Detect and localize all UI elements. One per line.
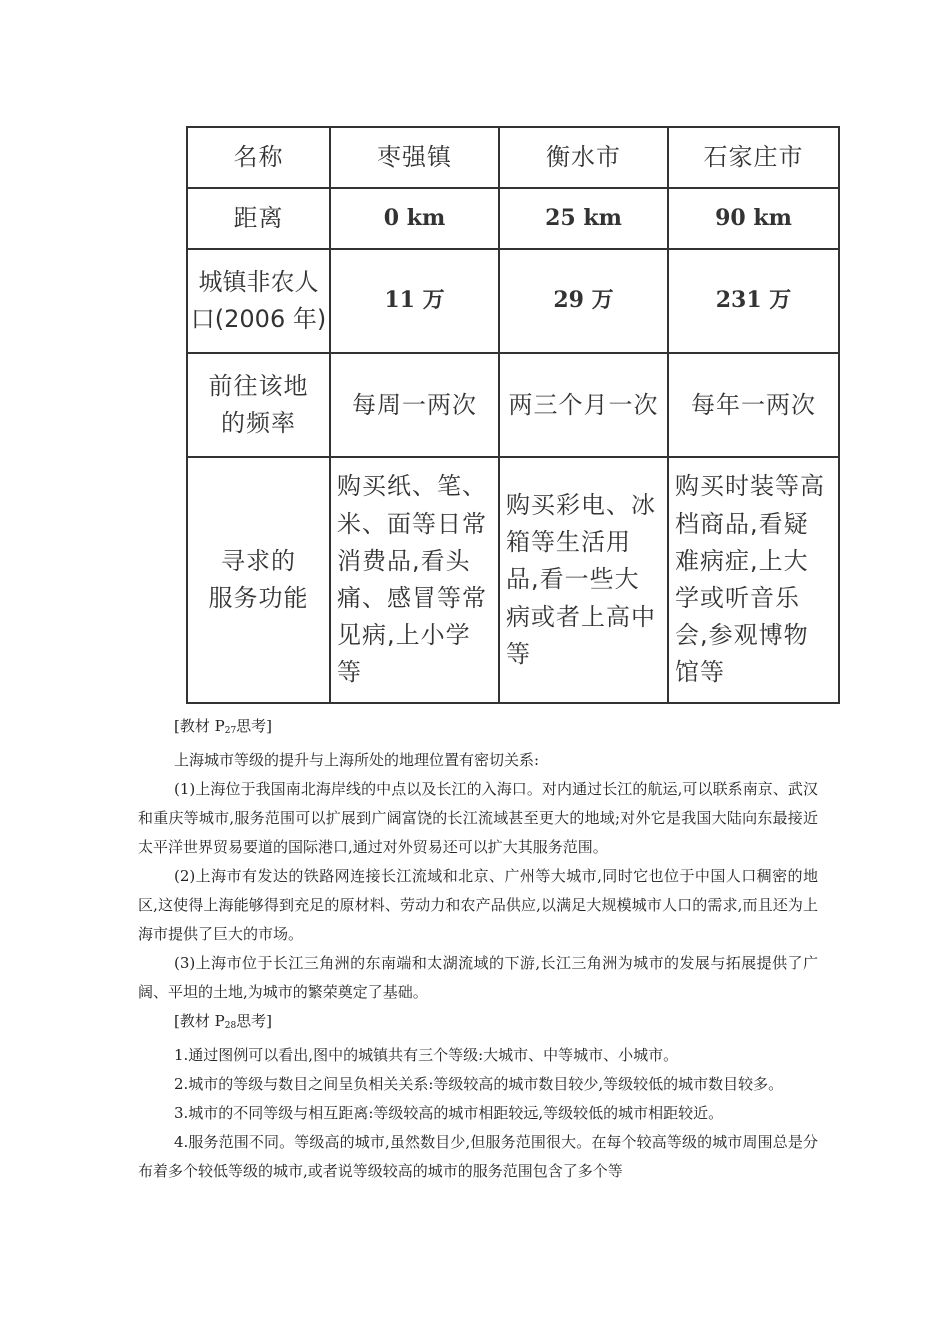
tag-page-number: 27 <box>224 726 237 736</box>
section-tag-p28 <box>138 1007 818 1041</box>
row-header-population <box>187 249 330 353</box>
cell-population-hengshui: 29 万 <box>499 249 668 353</box>
cell-distance-zaoqiang: 0 km <box>330 188 499 249</box>
row-header-service <box>187 457 330 703</box>
row-header-population-line2: 口(2006 年) <box>190 305 327 333</box>
cell-name-hengshui: 衡水市 <box>499 127 668 188</box>
cell-frequency-zaoqiang: 每周一两次 <box>330 353 499 457</box>
cell-frequency-hengshui: 两三个月一次 <box>499 353 668 457</box>
cell-service-hengshui: 购买彩电、冰箱等生活用品,看一些大病或者上高中等 <box>499 457 668 703</box>
table-row-population <box>187 249 839 353</box>
section2-paragraph-2: 2.城市的等级与数目之间呈负相关关系:等级较高的城市数目较少,等级较低的城市数目较多。 <box>174 1075 784 1093</box>
table-row-frequency <box>187 353 839 457</box>
row-header-population-line1: 城镇非农人 <box>198 267 319 296</box>
row-header-frequency-line1: 前往该地 <box>208 371 309 400</box>
row-header-distance: 距离 <box>187 188 330 249</box>
cell-population-shijiazhuang: 231 万 <box>668 249 839 353</box>
cell-frequency-shijiazhuang: 每年一两次 <box>668 353 839 457</box>
row-header-service-line2: 服务功能 <box>208 584 309 612</box>
section-tag-p27 <box>138 712 818 746</box>
cell-name-zaoqiang: 枣强镇 <box>330 127 499 188</box>
cell-name-shijiazhuang: 石家庄市 <box>668 127 839 188</box>
row-header-name: 名称 <box>187 127 330 188</box>
cell-distance-hengshui: 25 km <box>499 188 668 249</box>
table-row-name <box>187 127 839 188</box>
row-header-frequency-line2: 的频率 <box>221 409 296 437</box>
section2-paragraph-1: 1.通过图例可以看出,图中的城镇共有三个等级:大城市、中等城市、小城市。 <box>174 1046 679 1064</box>
cell-service-zaoqiang: 购买纸、笔、米、面等日常消费品,看头痛、感冒等常见病,上小学等 <box>330 457 499 703</box>
tag-open-text: [教材 P <box>174 717 225 735</box>
table-row-service <box>187 457 839 703</box>
cell-service-shijiazhuang: 购买时装等高档商品,看疑难病症,上大学或听音乐会,参观博物馆等 <box>668 457 839 703</box>
row-header-service-line1: 寻求的 <box>221 546 296 575</box>
cell-distance-shijiazhuang: 90 km <box>668 188 839 249</box>
section2-paragraph-4: 4.服务范围不同。等级高的城市,虽然数目少,但服务范围很大。在每个较高等级的城市周围总是分布着多个较低等级的城市,或者说等级较高的城市的服务范围包含了多个等 <box>138 1133 818 1180</box>
tag-close-text: 思考] <box>236 1012 273 1030</box>
body-text <box>138 712 818 1186</box>
section1-paragraph-3: (3)上海市位于长江三角洲的东南端和太湖流域的下游,长江三角洲为城市的发展与拓展提供了广阔、平坦的土地,为城市的繁荣奠定了基础。 <box>138 954 818 1001</box>
tag-close-text: 思考] <box>236 717 273 735</box>
section2-paragraph-3: 3.城市的不同等级与相互距离:等级较高的城市相距较远,等级较低的城市相距较近。 <box>174 1104 724 1122</box>
table-row-distance <box>187 188 839 249</box>
section1-paragraph-1: (1)上海位于我国南北海岸线的中点以及长江的入海口。对内通过长江的航运,可以联系南京、武汉和重庆等城市,服务范围可以扩展到广阔富饶的长江流域甚至更大的地域;对外它是我国大陆向东最接近太平洋世界贸易要道的国际港口,通过对外贸易还可以扩大其服务范围。 <box>138 780 818 856</box>
comparison-table <box>186 126 840 704</box>
tag-page-number: 28 <box>224 1021 237 1031</box>
cell-population-zaoqiang: 11 万 <box>330 249 499 353</box>
row-header-frequency <box>187 353 330 457</box>
section1-paragraph-2: (2)上海市有发达的铁路网连接长江流域和北京、广州等大城市,同时它也位于中国人口稠密的地区,这使得上海能够得到充足的原材料、劳动力和农产品供应,以满足大规模城市人口的需求,而且还为上海市提供了巨大的市场。 <box>138 867 818 943</box>
tag-open-text: [教材 P <box>174 1012 225 1030</box>
section1-intro: 上海城市等级的提升与上海所处的地理位置有密切关系: <box>174 751 540 769</box>
